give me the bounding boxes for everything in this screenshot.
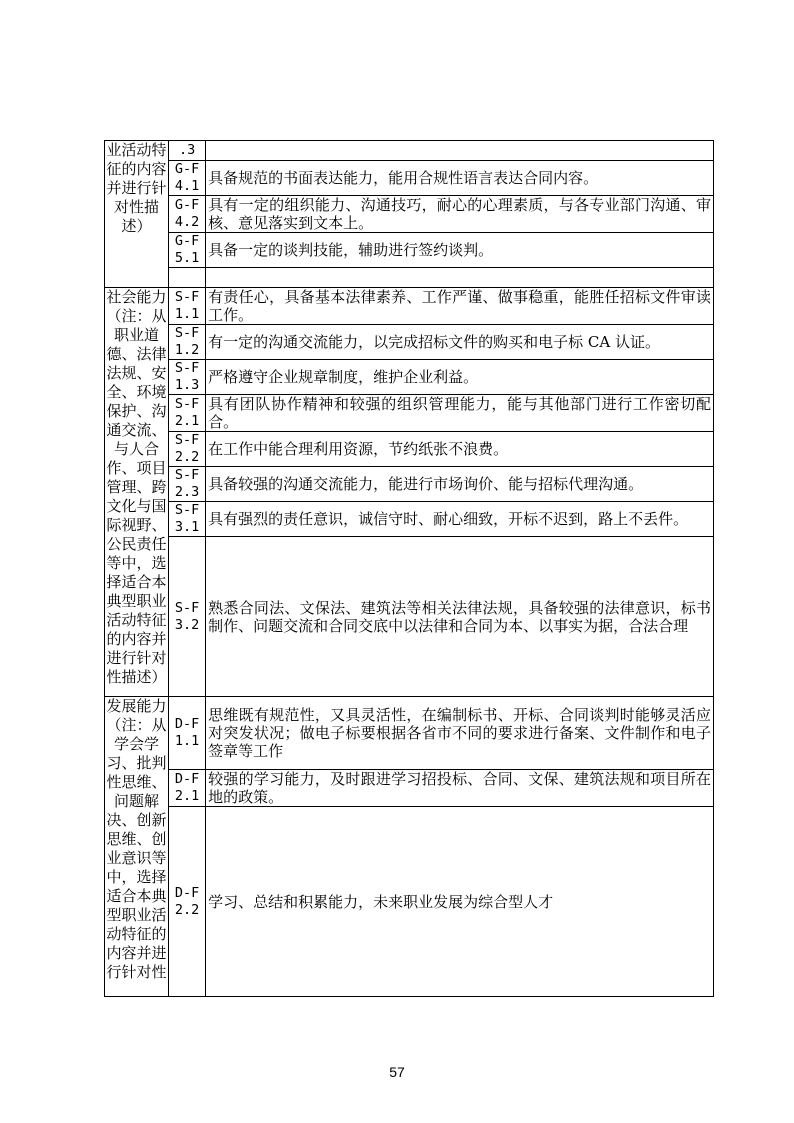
item-description: 有一定的沟通交流能力，以完成招标文件的购买和电子标 CA 认证。 [206, 325, 714, 360]
table-row [105, 233, 714, 268]
item-description: 严格遵守企业规章制度，维护企业利益。 [206, 360, 714, 395]
table-row [105, 395, 714, 432]
item-code: .3 [169, 141, 206, 161]
item-code: S-F3.2 [169, 537, 206, 697]
item-code: S-F2.2 [169, 432, 206, 467]
table-row [105, 467, 714, 502]
table-row [105, 807, 714, 997]
table-row [105, 268, 714, 288]
item-code: D-F2.1 [169, 770, 206, 807]
item-description: 有责任心，具备基本法律素养、工作严谨、做事稳重，能胜任招标文件审读工作。 [206, 288, 714, 325]
item-description [206, 268, 714, 288]
item-code: S-F1.3 [169, 360, 206, 395]
item-description: 具有团队协作精神和较强的组织管理能力，能与其他部门进行工作密切配合。 [206, 395, 714, 432]
item-description: 较强的学习能力，及时跟进学习招投标、合同、文保、建筑法规和项目所在地的政策。 [206, 770, 714, 807]
competency-table [104, 140, 714, 997]
item-description: 具备较强的沟通交流能力，能进行市场询价、能与招标代理沟通。 [206, 467, 714, 502]
table-row [105, 288, 714, 325]
category-cell: 社会能力（注：从职业道德、法律法规、安全、环境保护、沟通交流、与人合作、项目管理、跨文化与国际视野、公民责任等中，选择适合本典型职业活动特征的内容并进行针对性描述） [105, 288, 169, 697]
item-code [169, 268, 206, 288]
category-cell: 业活动特征的内容并进行针对性描述） [105, 141, 169, 288]
item-code: S-F1.1 [169, 288, 206, 325]
table-row [105, 141, 714, 161]
table-row [105, 770, 714, 807]
item-description: 熟悉合同法、文保法、建筑法等相关法律法规，具备较强的法律意识，标书制作、问题交流和合同交底中以法律和合同为本、以事实为据，合法合理 [206, 537, 714, 697]
item-description: 具有一定的组织能力、沟通技巧，耐心的心理素质，与各专业部门沟通、审核、意见落实到文本上。 [206, 196, 714, 233]
page-number: 57 [389, 1064, 405, 1080]
item-code: G-F4.1 [169, 161, 206, 196]
item-code: S-F1.2 [169, 325, 206, 360]
table-row [105, 196, 714, 233]
table-row [105, 537, 714, 697]
item-description: 具备规范的书面表达能力，能用合规性语言表达合同内容。 [206, 161, 714, 196]
item-description: 具备一定的谈判技能，辅助进行签约谈判。 [206, 233, 714, 268]
table-row [105, 432, 714, 467]
item-code: D-F1.1 [169, 697, 206, 770]
category-cell: 发展能力（注：从学会学习、批判性思维、问题解决、创新思维、创业意识等中，选择适合本典型职业活动特征的内容并进行针对性 [105, 697, 169, 997]
table-row [105, 161, 714, 196]
item-code: D-F2.2 [169, 807, 206, 997]
table-row [105, 360, 714, 395]
item-description: 思维既有规范性，又具灵活性，在编制标书、开标、合同谈判时能够灵活应对突发状况；做电子标要根据各省市不同的要求进行备案、文件制作和电子签章等工作 [206, 697, 714, 770]
item-code: S-F3.1 [169, 502, 206, 537]
item-code: S-F2.1 [169, 395, 206, 432]
item-code: S-F2.3 [169, 467, 206, 502]
item-code: G-F4.2 [169, 196, 206, 233]
table-row [105, 325, 714, 360]
item-code: G-F5.1 [169, 233, 206, 268]
item-description: 在工作中能合理利用资源，节约纸张不浪费。 [206, 432, 714, 467]
table-row [105, 502, 714, 537]
table-row [105, 697, 714, 770]
item-description [206, 141, 714, 161]
item-description: 具有强烈的责任意识，诚信守时、耐心细致，开标不迟到，路上不丢件。 [206, 502, 714, 537]
item-description: 学习、总结和积累能力，未来职业发展为综合型人才 [206, 807, 714, 997]
